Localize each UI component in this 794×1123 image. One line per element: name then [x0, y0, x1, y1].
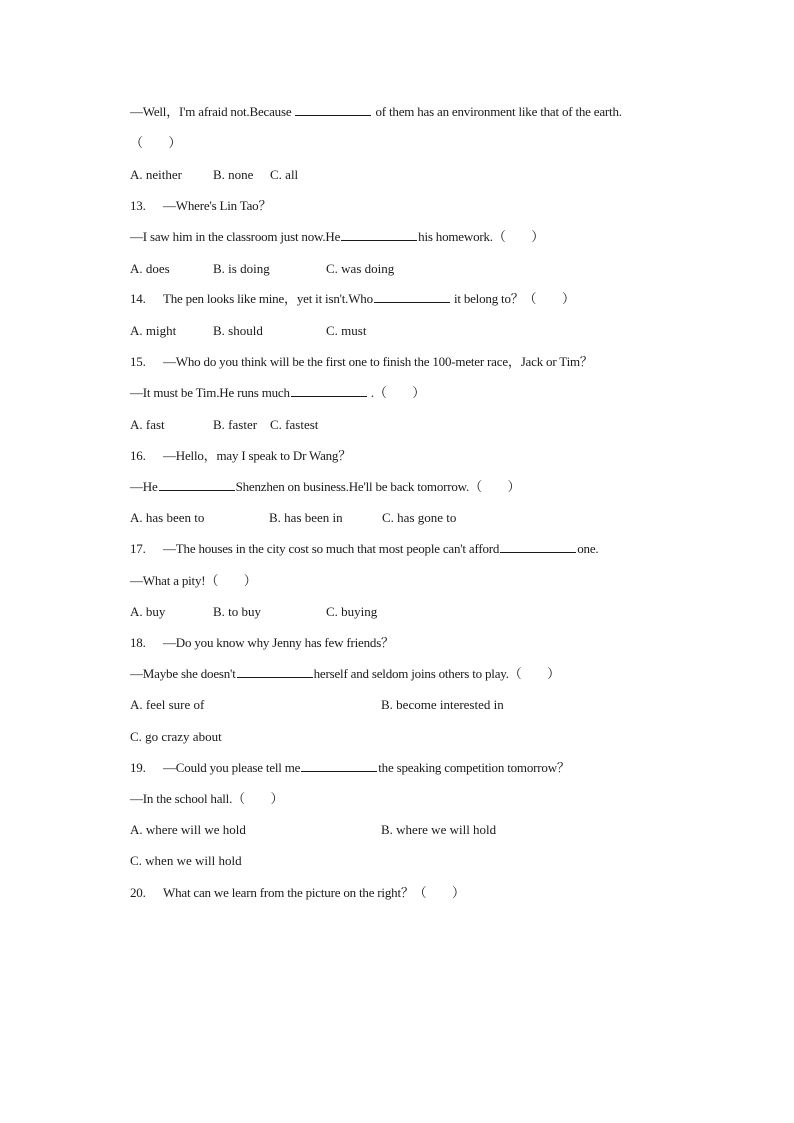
q13-answer-line	[130, 228, 544, 246]
q18-stem-text: —Do you know why Jenny has few friends？	[163, 635, 394, 650]
q12-blank[interactable]	[295, 104, 371, 116]
q12-text-before: —Well，I'm afraid not.Because	[130, 104, 295, 119]
q17-option-a[interactable]: A. buy	[130, 604, 166, 619]
q17-text-after: one.	[577, 541, 599, 556]
q13-option-b[interactable]: B. is doing	[213, 261, 270, 276]
q12-paren: （ ）	[130, 135, 182, 150]
q20-stem-text: What can we learn from the picture on the right？（ ）	[163, 885, 465, 900]
q16-stem-text: —Hello，may I speak to Dr Wang？	[163, 448, 352, 463]
q18-blank[interactable]	[237, 666, 313, 678]
q19-stem	[130, 759, 570, 777]
q16-option-b[interactable]: B. has been in	[269, 510, 343, 525]
q13-number: 13.	[130, 198, 146, 213]
q18-stem	[130, 634, 394, 652]
q15-answer-line	[130, 384, 425, 402]
q16-text-after: Shenzhen on business.He'll be back tomorrow.（ ）	[235, 479, 521, 494]
q16-option-c[interactable]: C. has gone to	[382, 510, 457, 525]
q14-stem	[130, 290, 575, 308]
q15-text-after: .（ ）	[367, 385, 426, 400]
q17-option-b[interactable]: B. to buy	[213, 604, 262, 619]
q17-blank[interactable]	[500, 541, 576, 553]
q12-option-a[interactable]: A. neither	[130, 167, 182, 182]
q19-blank[interactable]	[301, 760, 377, 772]
q12-text-after: of them has an environment like that of the earth.	[372, 104, 622, 119]
q19-option-b[interactable]: B. where we will hold	[381, 822, 497, 837]
q14-text-before: The pen looks like mine，yet it isn't.Who	[163, 291, 373, 306]
q14-number: 14.	[130, 291, 146, 306]
q13-stem-text: —Where's Lin Tao？	[163, 198, 272, 213]
q18-answer-line	[130, 665, 560, 683]
q20-stem	[130, 884, 465, 902]
q16-answer-line	[130, 478, 520, 496]
q14-option-c[interactable]: C. must	[326, 323, 367, 338]
q18-text-before: —Maybe she doesn't	[130, 666, 236, 681]
q20-number: 20.	[130, 885, 146, 900]
q13-stem	[130, 197, 271, 215]
q15-option-a[interactable]: A. fast	[130, 417, 165, 432]
q18-text-after: herself and seldom joins others to play.（ ）	[313, 666, 560, 681]
q14-option-b[interactable]: B. should	[213, 323, 263, 338]
q16-number: 16.	[130, 448, 146, 463]
q13-option-c[interactable]: C. was doing	[326, 261, 395, 276]
q17-stem	[130, 540, 598, 558]
q12-options	[130, 166, 730, 184]
q18-options-c	[130, 728, 730, 746]
q17-number: 17.	[130, 541, 146, 556]
q15-text-before: —It must be Tim.He runs much	[130, 385, 290, 400]
q15-stem	[130, 353, 593, 371]
q17-text-before: —The houses in the city cost so much that most people can't afford	[163, 541, 500, 556]
q19-options-c	[130, 852, 730, 870]
q18-options-ab	[130, 696, 730, 714]
q19-reply: —In the school hall.（ ）	[130, 791, 284, 806]
q16-options	[130, 509, 730, 527]
q18-option-c[interactable]: C. go crazy about	[130, 729, 222, 744]
q15-option-c[interactable]: C. fastest	[270, 417, 319, 432]
q15-stem-text: —Who do you think will be the first one to finish the 100-meter race，Jack or Tim？	[163, 354, 593, 369]
q13-text-after: his homework.（ ）	[418, 229, 545, 244]
q16-text-before: —He	[130, 479, 158, 494]
q19-text-before: —Could you please tell me	[163, 760, 301, 775]
q13-option-a[interactable]: A. does	[130, 261, 170, 276]
q17-option-c[interactable]: C. buying	[326, 604, 378, 619]
q16-blank[interactable]	[159, 479, 235, 491]
q17-reply: —What a pity!（ ）	[130, 573, 257, 588]
q18-option-b[interactable]: B. become interested in	[381, 697, 504, 712]
q16-stem	[130, 447, 351, 465]
q15-option-b[interactable]: B. faster	[213, 417, 258, 432]
q14-option-a[interactable]: A. might	[130, 323, 177, 338]
q19-option-c[interactable]: C. when we will hold	[130, 853, 242, 868]
q16-option-a[interactable]: A. has been to	[130, 510, 205, 525]
q15-options	[130, 416, 730, 434]
q19-option-a[interactable]: A. where will we hold	[130, 822, 246, 837]
q18-option-a[interactable]: A. feel sure of	[130, 697, 205, 712]
q13-blank[interactable]	[341, 229, 417, 241]
q15-number: 15.	[130, 354, 146, 369]
q12-answer-line	[130, 103, 622, 121]
q13-text-before: —I saw him in the classroom just now.He	[130, 229, 341, 244]
q13-options	[130, 260, 730, 278]
q14-options	[130, 322, 730, 340]
q19-options-ab	[130, 821, 730, 839]
q17-options	[130, 603, 730, 621]
q14-text-after: it belong to？（ ）	[450, 291, 575, 306]
q15-blank[interactable]	[291, 385, 367, 397]
q14-blank[interactable]	[374, 291, 450, 303]
q18-number: 18.	[130, 635, 146, 650]
q12-option-c[interactable]: C. all	[270, 167, 299, 182]
q19-number: 19.	[130, 760, 146, 775]
q19-text-after: the speaking competition tomorrow？	[378, 760, 570, 775]
q12-option-b[interactable]: B. none	[213, 167, 254, 182]
